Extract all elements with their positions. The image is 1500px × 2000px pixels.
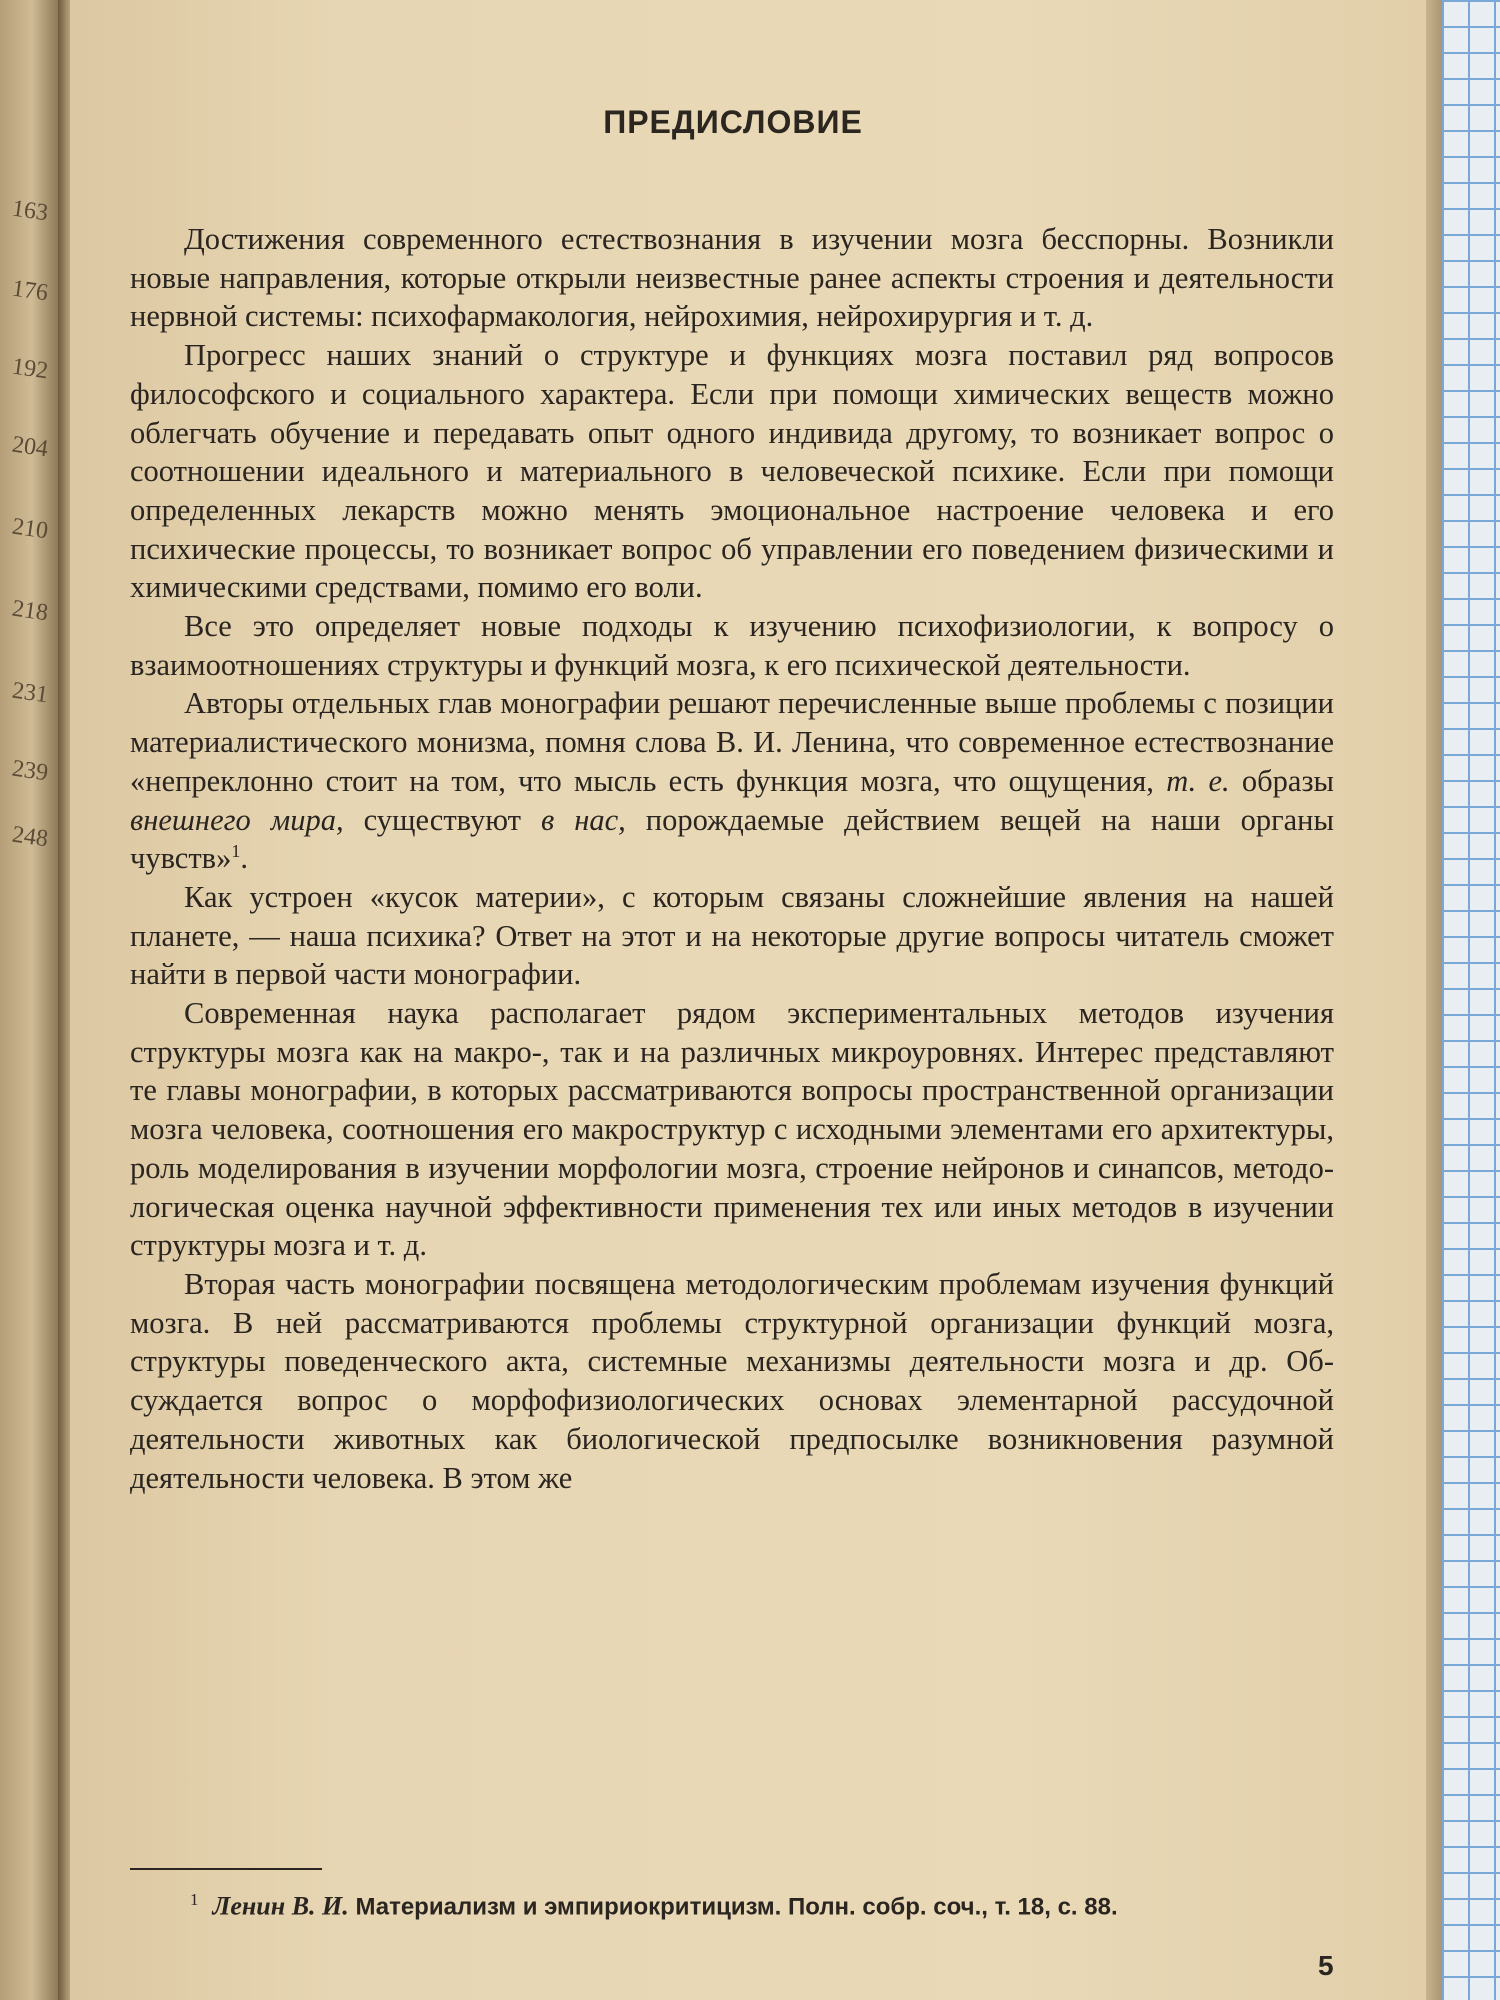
footnote-mark: 1: [231, 841, 241, 862]
footnote-number: 1: [190, 1890, 199, 1909]
text-segment: образы: [1229, 763, 1335, 798]
footnote-author: Ленин В. И.: [212, 1891, 349, 1921]
italic-segment: т. е.: [1166, 763, 1230, 798]
footnote-divider: [130, 1868, 322, 1870]
margin-number: 218: [10, 595, 50, 627]
text-segment: .: [240, 841, 248, 876]
page-number: 5: [1318, 1950, 1334, 1981]
margin-number: 176: [10, 275, 50, 307]
book-gutter: [58, 0, 70, 2000]
margin-number: 239: [10, 755, 50, 787]
text-segment: существуют: [343, 802, 541, 837]
page-title: ПРЕДИСЛОВИЕ: [603, 104, 863, 140]
margin-number: 248: [10, 821, 50, 853]
italic-segment: внешнего мира,: [130, 802, 344, 837]
paragraph: Все это определяет новые подходы к изучению психофизиологии, к вопросу о взаимоотношениях структуры и функций мозга, к его психической деятельности.: [130, 609, 1334, 682]
margin-number: 210: [10, 513, 50, 545]
margin-number: 192: [10, 353, 50, 385]
paragraph: Как устроен «кусок материи», с которым связаны сложнейшие явления на нашей планете, — наша психика? Ответ на этот и на некоторые другие вопросы читатель сможет найти в первой части монографии.: [130, 879, 1334, 992]
facing-page-edge: [0, 0, 58, 2000]
footnote: [190, 1890, 1350, 1922]
paragraph: Вторая часть монографии посвящена методологическим проблемам изучения функций мозга. В ней рассматриваются проблемы структурной организации функций мозга, структуры поведенческого акта, системные механизмы деятельности мозга и др. Обсуждается вопрос о морфофизиологических основах элементарной рассудочной деятельности животных как биологической предпосылке возникновения разумной деятельности человека. В этом же: [130, 1266, 1334, 1495]
italic-segment: в нас,: [541, 802, 626, 837]
footnote-text: Материализм и эмпириокритицизм. Полн. собр. соч., т. 18, с. 88.: [348, 1893, 1118, 1921]
paragraph: Прогресс наших знаний о структуре и функциях мозга поставил ряд вопросов философского и социального характера. Если при помощи химических веществ можно облегчать обучение и передавать опыт одного индивида другому, то возникает вопрос о соотношении идеального и материального в человеческой психике. Если при помощи определенных лекарств можно менять эмоциональное настроение человека и его психические процессы, то возникает вопрос об управлении его поведением физическими и химическими средствами, помимо его воли.: [130, 338, 1334, 605]
paragraph: Современная наука располагает рядом экспериментальных методов изучения структуры мозга как на макро-, так и на различных микроуровнях. Интерес представляют те главы монографии, в которых рассматриваются вопросы пространственной организации мозга человека, соотношения его макроструктур с исходными элементами его архитектуры, роль моделирования в изучении морфологии мозга, строение нейронов и синапсов, методологическая оценка научной эффективности применения тех или иных методов в изучении структуры мозга и т. д.: [130, 996, 1334, 1263]
text-segment: порождаемые действием вещей на наши органы чувств»: [130, 802, 1334, 876]
page-edge: [1426, 0, 1442, 2000]
grid-paper-background: [1442, 0, 1500, 2000]
paragraph-with-quote: [130, 684, 1334, 878]
margin-number: 204: [10, 431, 50, 463]
margin-number: 231: [10, 677, 50, 709]
margin-number: 163: [10, 195, 50, 227]
paragraph: Достижения современного естествознания в изучении мозга бесспорны. Возникли новые направления, которые открыли неизвестные ранее аспекты строения и деятельности нервной системы: психофармакология, нейрохимия, нейрохирургия и т. д.: [130, 222, 1334, 334]
text-segment: Авторы отдельных глав монографии решают перечисленные выше проблемы с позиции материалистического монизма, помня слова В. И. Ленина, что современное естествознание «непреклонно стоит на том, что мысль есть функция мозга, что ощущения,: [130, 686, 1334, 798]
body-text: [130, 220, 1334, 1497]
